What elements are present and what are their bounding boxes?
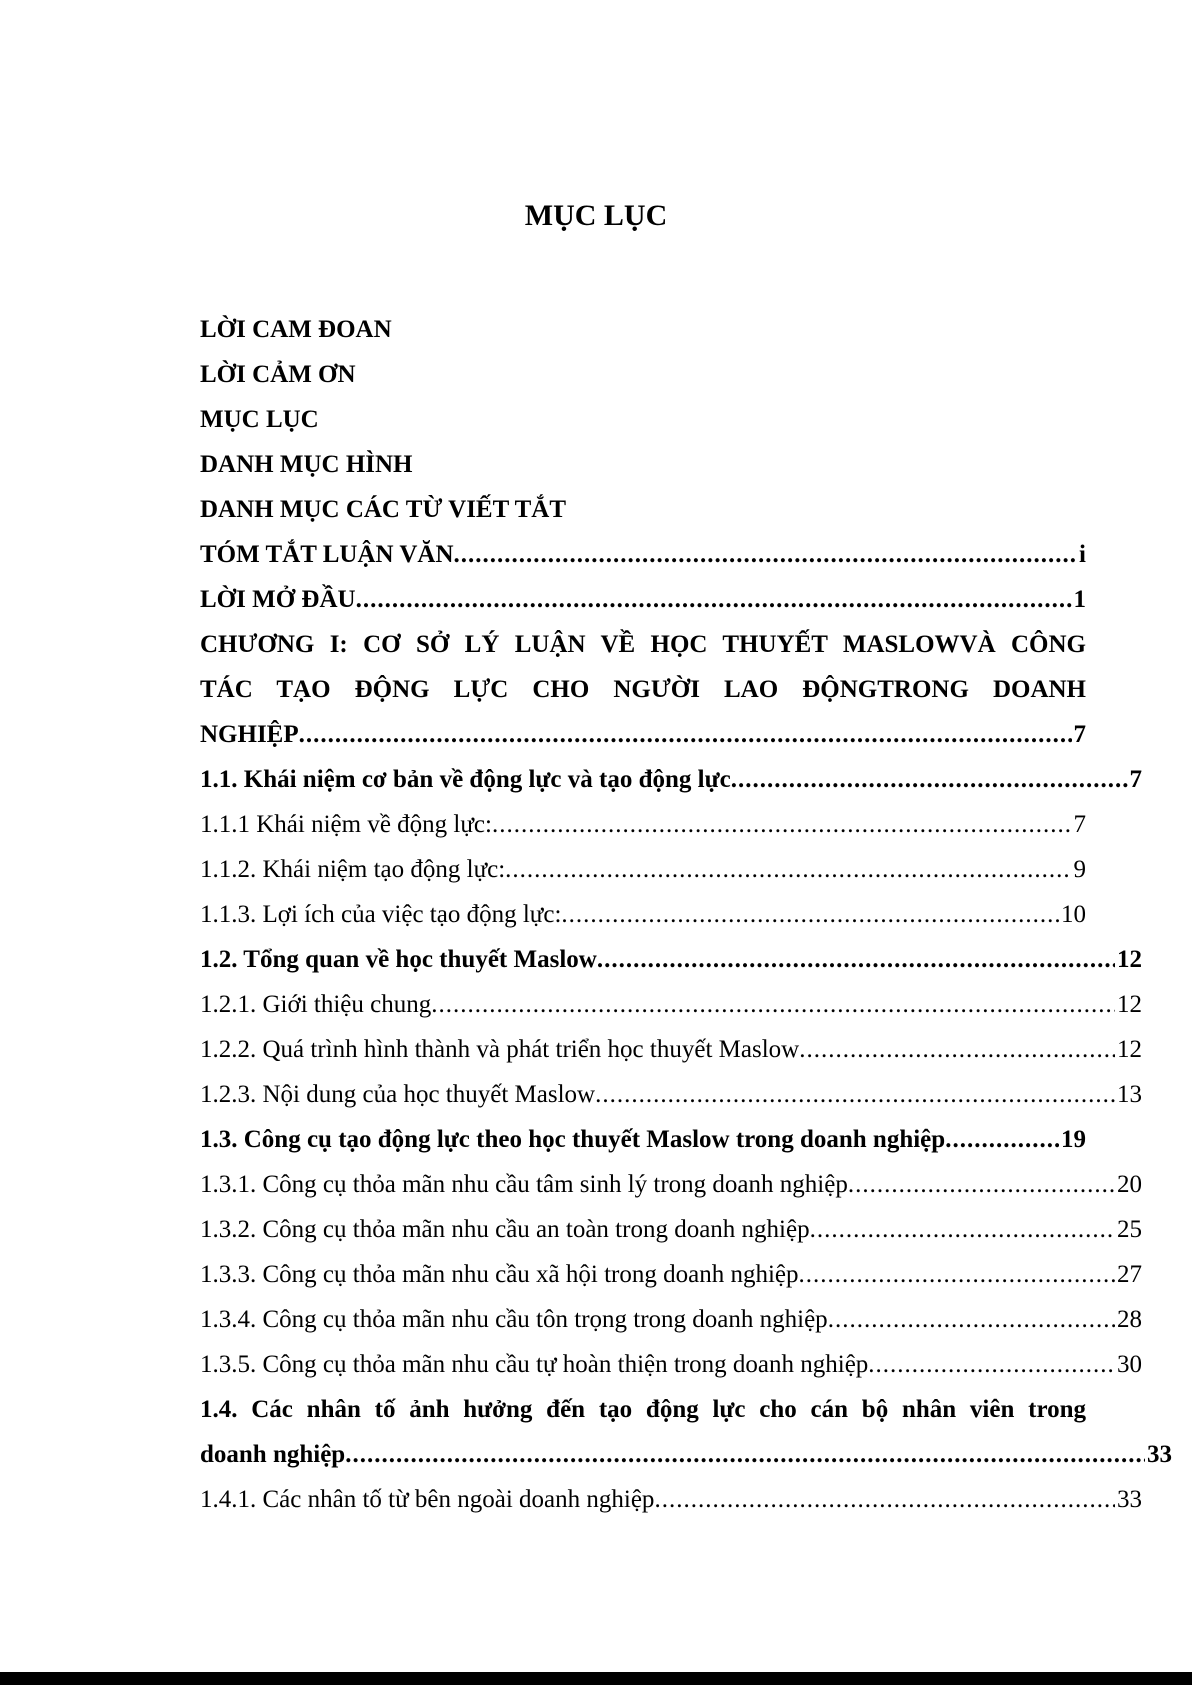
toc-entry-1-2-1[interactable] xyxy=(200,985,1142,1025)
dot-leader xyxy=(492,805,1072,845)
toc-entry-1-3-1[interactable] xyxy=(200,1165,1142,1205)
dot-leader xyxy=(868,1345,1115,1385)
toc-entry-1-2-3[interactable] xyxy=(200,1075,1142,1115)
toc-page-number: 20 xyxy=(1117,1171,1142,1198)
dot-leader xyxy=(454,535,1078,575)
toc-page-number: 9 xyxy=(1073,856,1086,883)
toc-entry-1-3-4[interactable] xyxy=(200,1300,1142,1340)
toc-page-number: i xyxy=(1079,541,1086,568)
toc-page-number: 12 xyxy=(1117,991,1142,1018)
dot-leader xyxy=(431,985,1115,1025)
toc-chapter-1-line-2[interactable]: TÁC TẠO ĐỘNG LỰC CHO NGƯỜI LAO ĐỘNGTRONG DOANH xyxy=(200,676,1086,703)
toc-entry-danh-muc-viet-tat[interactable]: DANH MỤC CÁC TỪ VIẾT TẮT xyxy=(200,496,567,523)
toc-entry-label: 1.1.1 Khái niệm về động lực: xyxy=(200,811,492,838)
toc-entry-label: 1.1.2. Khái niệm tạo động lực: xyxy=(200,856,506,883)
toc-page-number: 27 xyxy=(1117,1261,1142,1288)
toc-entry-tom-tat[interactable] xyxy=(200,535,1086,575)
toc-page-number: 33 xyxy=(1117,1486,1142,1513)
toc-entry-label: 1.1.3. Lợi ích của việc tạo động lực: xyxy=(200,901,562,928)
toc-entry-1-3-3[interactable] xyxy=(200,1255,1142,1295)
toc-page-number: 7 xyxy=(1073,721,1086,748)
dot-leader xyxy=(345,1435,1145,1475)
toc-entry-1-1-1[interactable] xyxy=(200,805,1086,845)
dot-leader xyxy=(299,715,1072,755)
toc-entry-label: doanh nghiệp xyxy=(200,1441,346,1468)
toc-page-number: 7 xyxy=(1073,811,1086,838)
toc-entry-label: 1.1. Khái niệm cơ bản về động lực và tạo động lực xyxy=(200,766,731,793)
dot-leader xyxy=(561,895,1059,935)
dot-leader xyxy=(810,1210,1115,1250)
toc-entry-1-4-1[interactable] xyxy=(200,1480,1142,1520)
toc-entry-label: LỜI MỞ ĐẦU xyxy=(200,586,356,613)
dot-leader xyxy=(799,1255,1116,1295)
dot-leader xyxy=(828,1300,1115,1340)
toc-page-number: 25 xyxy=(1117,1216,1142,1243)
toc-page-number: 19 xyxy=(1061,1126,1086,1153)
toc-entry-1-4-line-2[interactable] xyxy=(200,1435,1172,1475)
toc-entry-1-4-line-1[interactable]: 1.4. Các nhân tố ảnh hưởng đến tạo động lực cho cán bộ nhân viên trong xyxy=(200,1396,1086,1423)
toc-entry-label: 1.3. Công cụ tạo động lực theo học thuyết Maslow trong doanh nghiệp xyxy=(200,1126,946,1153)
toc-chapter-1-line-3[interactable] xyxy=(200,715,1086,755)
toc-entry-label: NGHIỆP xyxy=(200,721,299,748)
page-title: MỤC LỤC xyxy=(524,199,668,232)
toc-page-number: 13 xyxy=(1117,1081,1142,1108)
toc-entry-label: 1.3.5. Công cụ thỏa mãn nhu cầu tự hoàn thiện trong doanh nghiệp xyxy=(200,1351,869,1378)
dot-leader xyxy=(799,1030,1115,1070)
toc-entry-label: 1.3.3. Công cụ thỏa mãn nhu cầu xã hội trong doanh nghiệp xyxy=(200,1261,799,1288)
toc-entry-loi-cam-on[interactable]: LỜI CẢM ƠN xyxy=(200,361,356,388)
toc-entry-1-1-3[interactable] xyxy=(200,895,1086,935)
toc-entry-loi-cam-doan[interactable]: LỜI CAM ĐOAN xyxy=(200,316,392,343)
dot-leader xyxy=(848,1165,1115,1205)
toc-entry-loi-mo-dau[interactable] xyxy=(200,580,1086,620)
toc-page-number: 10 xyxy=(1061,901,1086,928)
toc-page-number: 30 xyxy=(1117,1351,1142,1378)
toc-entry-label: 1.2. Tổng quan về học thuyết Maslow xyxy=(200,946,597,973)
dot-leader xyxy=(597,940,1115,980)
toc-entry-label: 1.3.4. Công cụ thỏa mãn nhu cầu tôn trọng trong doanh nghiệp xyxy=(200,1306,828,1333)
dot-leader xyxy=(356,580,1072,620)
toc-entry-1-2[interactable] xyxy=(200,940,1142,980)
toc-page-number: 12 xyxy=(1117,946,1142,973)
toc-entry-label: 1.3.1. Công cụ thỏa mãn nhu cầu tâm sinh lý trong doanh nghiệp xyxy=(200,1171,848,1198)
toc-entry-1-3-5[interactable] xyxy=(200,1345,1142,1385)
toc-page-number: 7 xyxy=(1129,766,1142,793)
dot-leader xyxy=(654,1480,1115,1520)
dot-leader xyxy=(945,1120,1059,1160)
dot-leader xyxy=(595,1075,1115,1115)
toc-entry-label: TÓM TẮT LUẬN VĂN xyxy=(200,541,454,568)
toc-entry-label: 1.2.1. Giới thiệu chung xyxy=(200,991,432,1018)
toc-entry-1-3-2[interactable] xyxy=(200,1210,1142,1250)
toc-entry-1-1[interactable] xyxy=(200,760,1142,800)
toc-page-number: 1 xyxy=(1073,586,1086,613)
toc-entry-1-2-2[interactable] xyxy=(200,1030,1142,1070)
toc-page-number: 33 xyxy=(1147,1441,1172,1468)
page-bottom-edge xyxy=(0,1672,1192,1685)
toc-entry-1-3[interactable] xyxy=(200,1120,1086,1160)
toc-entry-1-1-2[interactable] xyxy=(200,850,1086,890)
toc-entry-label: 1.3.2. Công cụ thỏa mãn nhu cầu an toàn trong doanh nghiệp xyxy=(200,1216,810,1243)
toc-entry-label: 1.4.1. Các nhân tố từ bên ngoài doanh nghiệp xyxy=(200,1486,655,1513)
toc-entry-muc-luc[interactable]: MỤC LỤC xyxy=(200,406,319,433)
dot-leader xyxy=(505,850,1071,890)
toc-entry-label: 1.2.2. Quá trình hình thành và phát triển học thuyết Maslow xyxy=(200,1036,800,1063)
toc-entry-label: 1.2.3. Nội dung của học thuyết Maslow xyxy=(200,1081,596,1108)
toc-page-number: 28 xyxy=(1117,1306,1142,1333)
toc-page-number: 12 xyxy=(1117,1036,1142,1063)
toc-chapter-1-line-1[interactable]: CHƯƠNG I: CƠ SỞ LÝ LUẬN VỀ HỌC THUYẾT MASLOWVÀ CÔNG xyxy=(200,631,1086,658)
dot-leader xyxy=(731,760,1128,800)
toc-entry-danh-muc-hinh[interactable]: DANH MỤC HÌNH xyxy=(200,451,413,478)
